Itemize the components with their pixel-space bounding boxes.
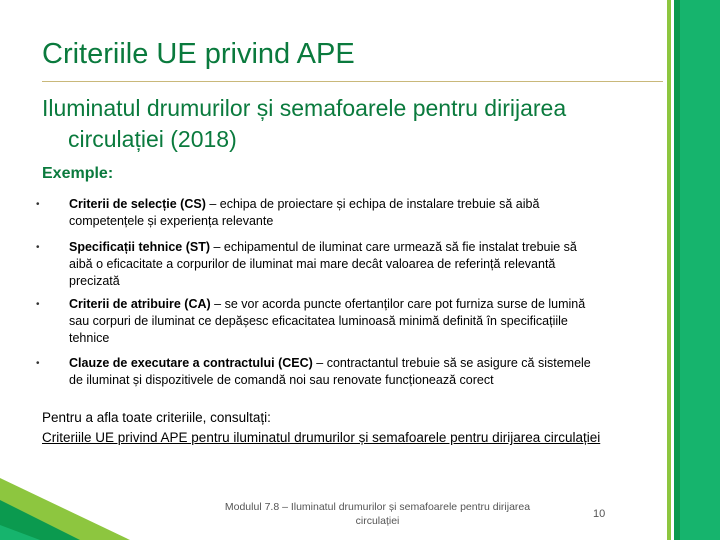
bullet-term: Criterii de selecție (CS) <box>69 197 206 211</box>
slide-footer <box>205 500 550 528</box>
bullet-icon: • <box>36 299 40 310</box>
bullet-text: – echipa de proiectare și echipa de instalare trebuie să aibă <box>205 197 540 211</box>
criteria-link[interactable]: Criteriile UE privind APE pentru iluminatul drumurilor și semafoarele pentru dirijarea circulației <box>42 430 601 445</box>
subtitle-line-2: circulației (2018) <box>68 126 237 152</box>
page-title: Criteriile UE privind APE <box>42 38 355 70</box>
green-bar-light <box>680 0 720 540</box>
bullet-text: – se vor acorda puncte ofertanților care pot furniza surse de lumină <box>210 297 586 311</box>
bullet-term: Specificații tehnice (ST) <box>69 240 211 254</box>
bullet-text: – echipamentul de iluminat care urmează să fie instalat trebuie să <box>210 240 577 254</box>
subtitle-line-1: Iluminatul drumurilor și semafoarele pentru dirijarea <box>42 95 567 121</box>
title-divider <box>42 81 663 82</box>
bullet-text: aibă o eficacitate a corpurilor de iluminat mai mare decât valoarea de referință relevantă <box>69 257 556 271</box>
green-bar-thin <box>667 0 671 540</box>
bullet-text: sau corpuri de iluminat ce depășesc eficacitatea luminoasă minimă definită în specificațiile <box>69 314 568 328</box>
bullet-text: – contractantul trebuie să se asigure că sistemele <box>312 356 591 370</box>
consult-section <box>42 408 642 448</box>
bullet-text: competențele și experiența relevante <box>69 214 274 228</box>
bullet-text: tehnice <box>69 331 110 345</box>
bullet-icon: • <box>36 199 40 210</box>
bullet-icon: • <box>36 358 40 369</box>
slide-subtitle <box>42 93 662 155</box>
bullet-text: precizată <box>69 274 120 288</box>
footer-line-2: circulației <box>355 515 400 527</box>
page-number: 10 <box>593 508 606 520</box>
bullet-term: Clauze de executare a contractului (CEC) <box>69 356 313 370</box>
bullet-term: Criterii de atribuire (CA) <box>69 297 211 311</box>
decorative-green-bars <box>667 0 720 540</box>
bullet-text: de iluminat și dispozitivele de comandă noi sau renovate funcționează corect <box>69 373 494 387</box>
consult-text: Pentru a afla toate criteriile, consultați: <box>42 410 271 425</box>
footer-line-1: Modulul 7.8 – Iluminatul drumurilor și semafoarele pentru dirijarea <box>224 501 531 513</box>
bullet-icon: • <box>36 242 40 253</box>
examples-label: Exemple: <box>42 165 114 182</box>
